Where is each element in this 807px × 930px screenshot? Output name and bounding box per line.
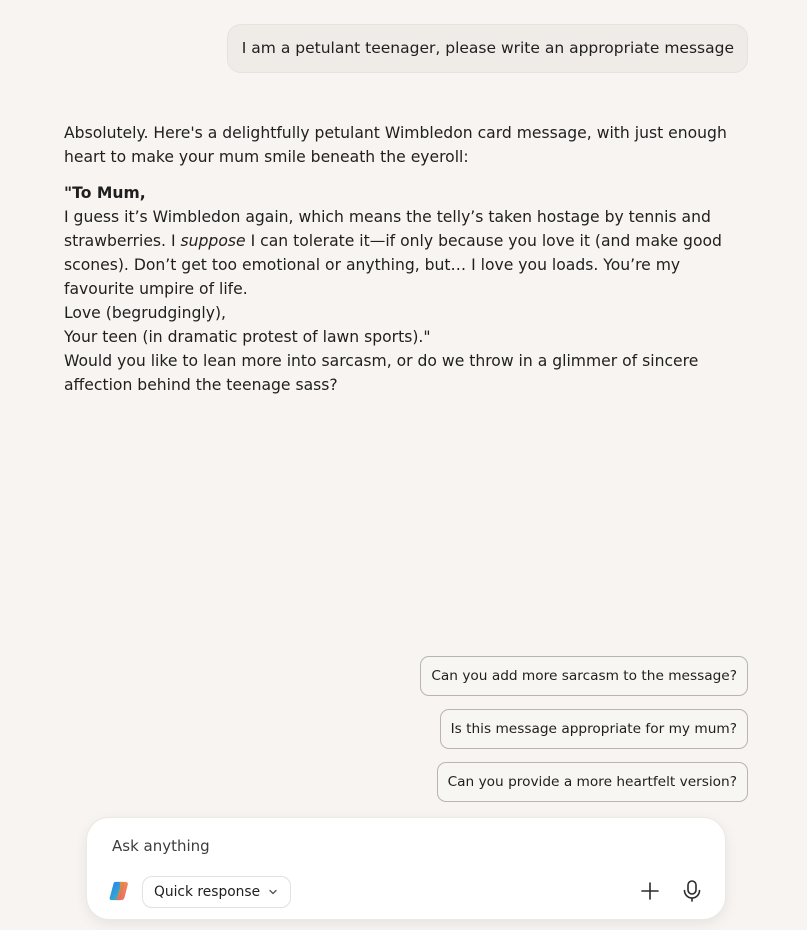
plus-icon[interactable] <box>640 881 660 901</box>
response-mode-dropdown[interactable] <box>142 876 291 908</box>
card-body <box>64 205 754 301</box>
card-body-text-continued: I can tolerate it—if only because you love it (and make good scones). Don’t get too emotional or anything, but… I love you loads. You’re my favourite umpire of life. <box>64 232 722 298</box>
suggestion-chip-heartfelt[interactable]: Can you provide a more heartfelt version? <box>437 762 748 802</box>
card-signoff: Love (begrudgingly), <box>64 304 227 322</box>
chevron-down-icon <box>268 887 278 897</box>
chat-input[interactable] <box>112 835 672 857</box>
card-body-text: I guess it’s Wimbledon again, which means the telly’s taken hostage by tennis and strawberries. I <box>64 208 711 250</box>
assistant-response <box>64 121 754 397</box>
suggestion-chip-sarcasm[interactable]: Can you add more sarcasm to the message? <box>420 656 748 696</box>
card-message <box>64 181 754 349</box>
user-message-bubble: I am a petulant teenager, please write an appropriate message <box>227 24 748 73</box>
suggestion-chip-appropriate[interactable]: Is this message appropriate for my mum? <box>440 709 748 749</box>
response-mode-label: Quick response <box>154 884 261 900</box>
card-signature: Your teen (in dramatic protest of lawn sports)." <box>64 328 431 346</box>
response-followup: Would you like to lean more into sarcasm, or do we throw in a glimmer of sincere affection behind the teenage sass? <box>64 352 699 394</box>
copilot-logo-icon <box>108 880 130 902</box>
composer <box>87 818 725 919</box>
suggestion-list <box>420 656 748 802</box>
microphone-icon[interactable] <box>681 879 703 903</box>
card-greeting: "To Mum, <box>64 184 146 202</box>
card-body-emphasis: suppose <box>180 232 246 250</box>
response-intro: Absolutely. Here's a delightfully petulant Wimbledon card message, with just enough heart to make your mum smile beneath the eyeroll: <box>64 124 727 166</box>
